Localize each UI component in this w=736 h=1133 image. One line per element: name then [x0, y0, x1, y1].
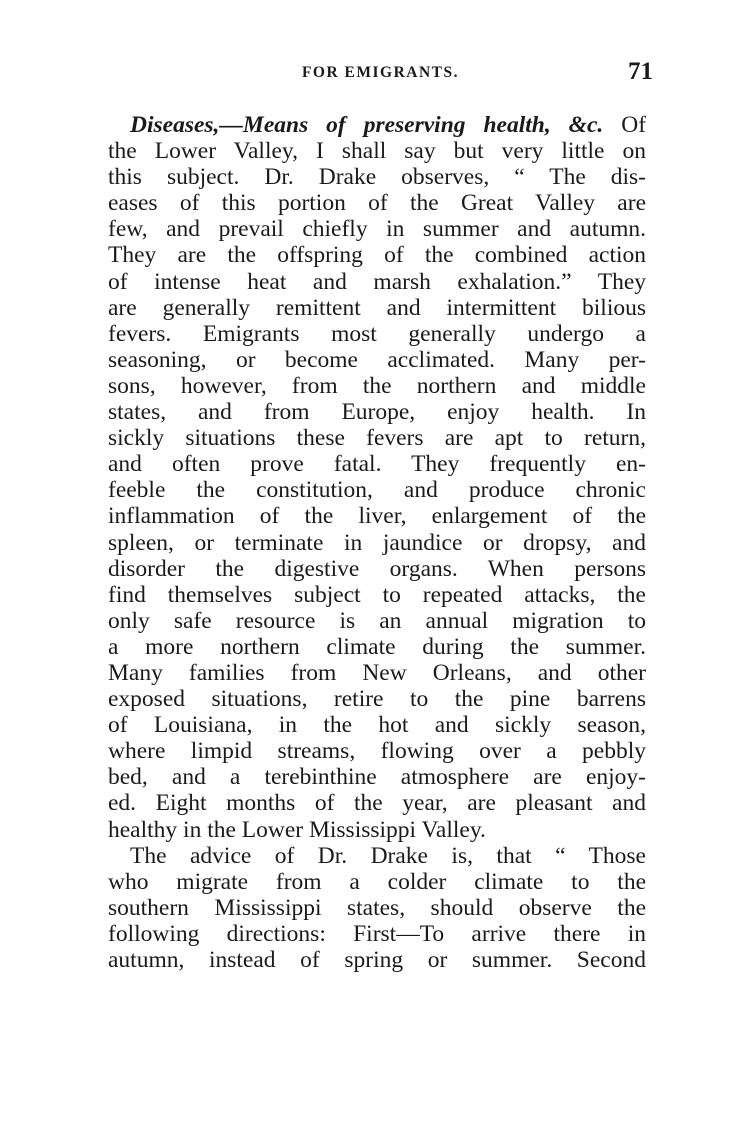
running-title: FOR EMIGRANTS. [301, 64, 460, 81]
text-line: following directions: First—To arrive there in [108, 920, 646, 947]
page-body [108, 112, 646, 973]
text-line: where limpid streams, flowing over a pebbly [108, 738, 646, 765]
text-line: disorder the digestive organs. When persons [108, 555, 646, 582]
section-heading: Diseases,—Means of preserving health, &c. [130, 112, 604, 138]
text-line: and often prove fatal. They frequently en- [108, 451, 646, 478]
page-number: 71 [628, 58, 653, 85]
text-line: who migrate from a colder climate to the [108, 868, 646, 895]
paragraph-2 [108, 843, 646, 973]
text-line: autumn, instead of spring or summer. Second [108, 947, 646, 973]
text-line: seasoning, or become acclimated. Many per- [108, 346, 646, 373]
text-line: bed, and a terebinthine atmosphere are enjoy- [108, 764, 646, 791]
text-line: a more northern climate during the summer. [108, 633, 646, 660]
text-line: the Lower Valley, I shall say but very little on [108, 138, 646, 165]
paragraph-first-line [108, 112, 646, 138]
text-line: The advice of Dr. Drake is, that “ Those [130, 842, 646, 869]
text-line: southern Mississippi states, should observe the [108, 894, 646, 921]
text-line: are generally remittent and intermittent bilious [108, 294, 646, 321]
text-line: They are the offspring of the combined action [108, 242, 646, 269]
text-line: exposed situations, retire to the pine barrens [108, 686, 646, 713]
text-line: spleen, or terminate in jaundice or dropsy, and [108, 529, 646, 556]
text-line: of intense heat and marsh exhalation.” They [108, 268, 646, 295]
text-line: only safe resource is an annual migration to [108, 607, 646, 634]
text-line: ed. Eight months of the year, are pleasant and [108, 790, 646, 817]
text-line: sons, however, from the northern and middle [108, 372, 646, 399]
text-line: states, and from Europe, enjoy health. In [108, 399, 646, 426]
text-line: fevers. Emigrants most generally undergo a [108, 320, 646, 347]
text-line: sickly situations these fevers are apt to return, [108, 425, 646, 452]
text-line: Many families from New Orleans, and other [108, 659, 646, 686]
text-line: of Louisiana, in the hot and sickly season, [108, 712, 646, 739]
paragraph-1 [108, 138, 646, 843]
text-line: feeble the constitution, and produce chronic [108, 477, 646, 504]
running-header [108, 58, 653, 88]
text-line: find themselves subject to repeated attacks, the [108, 581, 646, 608]
text-line: few, and prevail chiefly in summer and autumn. [108, 216, 646, 243]
text-line: healthy in the Lower Mississippi Valley. [108, 816, 486, 843]
text-line: eases of this portion of the Great Valley are [108, 190, 646, 217]
text-line: inflammation of the liver, enlargement of the [108, 503, 646, 530]
text-line: this subject. Dr. Drake observes, “ The dis- [108, 164, 646, 191]
text-span: Of [621, 112, 647, 138]
